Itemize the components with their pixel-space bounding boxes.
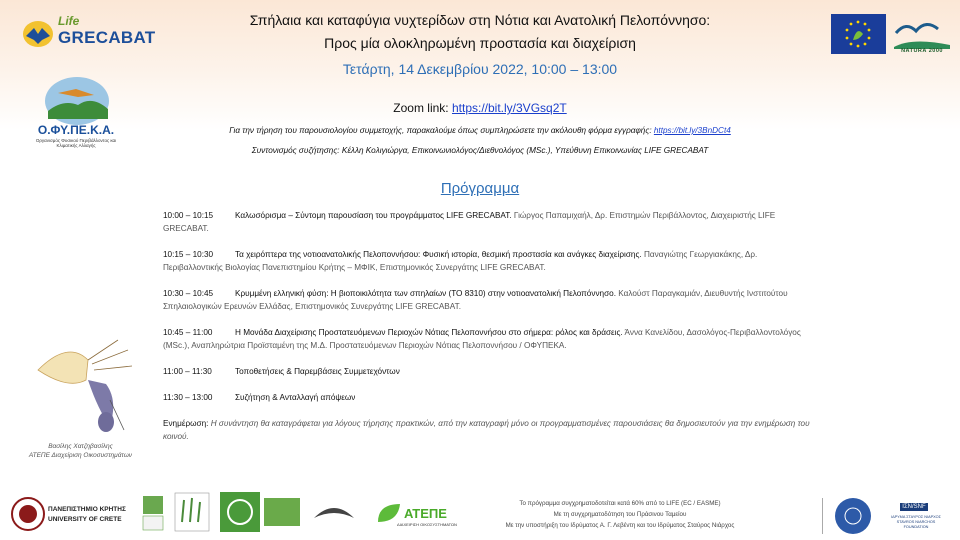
caption-line1: Βασίλης Χατζηβασίλης <box>48 443 113 450</box>
coordination-label: Συντονισμός συζήτησης: <box>251 146 340 155</box>
event-date: Τετάρτη, 14 Δεκεμβρίου 2022, 10:00 – 13:00 <box>342 61 618 77</box>
speleological-institute-logo <box>308 494 360 534</box>
agenda-speaker: Παναγιώτης Γεωργιακάκης, Δρ. Περιβαλλοντικής Βιολογίας Πανεπιστημίου Κρήτης – ΜΦΙΚ, Επιστημονικός Συνεργάτης LIFE GRECABAT. <box>163 250 758 272</box>
nhm-crete-logo <box>140 494 166 534</box>
snf-logo: IΣN/SNF <box>900 503 928 511</box>
agenda-item <box>163 287 815 313</box>
natura-2000-text: NATURA 2000 <box>901 48 943 54</box>
agenda-title: Συζήτηση & Ανταλλαγή απόψεων <box>235 393 356 402</box>
registration-line <box>160 126 800 135</box>
agenda-time: 11:30 – 13:00 <box>163 393 213 402</box>
agenda-item <box>163 365 815 378</box>
uoc-english: UNIVERSITY OF CRETE <box>48 516 122 523</box>
zoom-label: Zoom link: <box>393 101 452 115</box>
agenda <box>163 209 815 443</box>
funding-line3: Με την υποστήριξη του Ιδρύματος Α. Γ. Λεβέντη και του Ιδρύματος Σταύρος Νιάρχος <box>505 522 735 529</box>
funding-line1: Το πρόγραμμα συγχρηματοδοτείται κατά 60% από το LIFE (EC / EASME) <box>519 500 721 507</box>
program-title: Πρόγραμμα <box>440 180 520 197</box>
green-fund-logo <box>174 492 210 532</box>
page-title-line1: Σπήλαια και καταφύγια νυχτερίδων στη Νότια και Ανατολική Πελοπόννησο: <box>249 12 711 28</box>
funding-text <box>470 498 770 531</box>
footer-divider <box>822 498 823 534</box>
logo-grecabat-text: GRECABAT <box>58 28 156 47</box>
leventis-foundation-logo <box>833 496 873 536</box>
agenda-speaker: Γιώργος Παπαμιχαήλ, Δρ. Επιστημών Περιβάλλοντος, Διαχειριστής LIFE GRECABAT. <box>163 211 776 233</box>
agenda-time: 10:00 – 10:15 <box>163 211 214 220</box>
agenda-item <box>163 326 815 352</box>
agenda-title: Η Μονάδα Διαχείρισης Προστατευόμενων Περιοχών Νότιας Πελοποννήσου στο σήμερα: ρόλος και δράσεις. <box>235 328 623 337</box>
registration-link[interactable]: https://bit.ly/3BnDCt4 <box>653 126 731 135</box>
note-text: Η συνάντηση θα καταγράφεται για λόγους τήρησης πρακτικών, από την καταγραφή μόνο οι προγραμματισμένες παρουσιάσεις θα δημοσιευτούν για την ενημέρωση του κοινού. <box>163 419 810 441</box>
snf-subtitle: ΙΔΡΥΜΑ ΣΤΑΥΡΟΣ ΝΙΑΡΧΟΣ STAVROS NIARCHOS FOUNDATION <box>891 515 941 529</box>
eu-life-logo <box>831 14 886 54</box>
ofypeka-name: Ο.ΦΥ.ΠΕ.Κ.Α. <box>37 123 115 137</box>
agenda-item <box>163 209 815 235</box>
coordination-text: Κέλλη Κολιγιώργα, Επικοινωνιολόγος/Διεθνολόγος (MSc.), Υπεύθυνη Επικοινωνίας LIFE GRECABAT <box>339 146 709 155</box>
logo-life-text: Life <box>58 14 80 28</box>
agenda-time: 11:00 – 11:30 <box>163 367 212 376</box>
university-of-crete-seal <box>10 496 46 532</box>
uoc-greek: ΠΑΝΕΠΙΣΤΗΜΙΟ ΚΡΗΤΗΣ <box>48 506 126 513</box>
ministry-environment-logo <box>220 492 302 532</box>
illustration-caption <box>18 442 143 460</box>
caption-line2: ΑΤΕΠΕ Διαχείριση Οικοσυστημάτων <box>28 452 133 459</box>
agenda-title: Καλωσόρισμα – Σύντομη παρουσίαση του προγράμματος LIFE GRECABAT. <box>235 211 512 220</box>
funding-line2: Με τη συγχρηματοδότηση του Πράσινου Ταμείου <box>553 511 687 518</box>
agenda-title: Τοποθετήσεις & Παρεμβάσεις Συμμετεχόντων <box>235 367 400 376</box>
registration-text: Για την τήρηση του παρουσιολογίου συμμετοχής, παρακαλούμε όπως συμπληρώσετε την ακόλουθη φόρμα εγγραφής: <box>229 126 654 135</box>
agenda-time: 10:15 – 10:30 <box>163 250 214 259</box>
zoom-line <box>180 101 780 115</box>
recording-note <box>163 417 815 443</box>
agenda-item <box>163 248 815 274</box>
bat-illustration <box>28 330 148 440</box>
agenda-speaker: Καλούστ Παραγκαμιάν, Διευθυντής Ινστιτούτου Σπηλαιολογικών Ερευνών Ελλάδας, Επιστημονικός Συνεργάτης LIFE GRECABAT. <box>163 289 788 311</box>
agenda-speaker: Άννα Κανελίδου, Δασολόγος-Περιβαλλοντολόγος (MSc.), Αναπληρώτρια Προϊσταμένη της Μ.Δ. Προστατευόμενων Περιοχών Νότιας Πελοποννήσου / ΟΦΥΠΕΚΑ. <box>163 328 801 350</box>
agenda-title: Κρυμμένη ελληνική φύση: Η βιοποικιλότητα των σπηλαίων (ΤΟ 8310) στην νοτιοανατολική Πελοπόννησο. <box>235 289 616 298</box>
ofypeka-subtitle: Οργανισμός Φυσικού Περιβάλλοντος και Κλιματικής Αλλαγής <box>35 138 117 148</box>
agenda-time: 10:30 – 10:45 <box>163 289 214 298</box>
agenda-item <box>163 391 815 404</box>
coordination-line <box>160 146 800 155</box>
note-label: Ενημέρωση: <box>163 419 209 428</box>
page-title-line2: Προς μία ολοκληρωμένη προστασία και διαχείριση <box>324 35 636 51</box>
atepe-subtitle: ΔΙΑΧΕΙΡΙΣΗ ΟΙΚΟΣΥΣΤΗΜΑΤΩΝ <box>397 522 457 527</box>
zoom-link[interactable]: https://bit.ly/3VGsq2T <box>451 101 567 115</box>
atepe-text: ΑΤΕΠΕ <box>404 506 447 521</box>
agenda-time: 10:45 – 11:00 <box>163 328 213 337</box>
agenda-title: Τα χειρόπτερα της νοτιοανατολικής Πελοποννήσου: Φυσική ιστορία, θεσμική προστασία και ανάγκες διαχείρισης. <box>235 250 642 259</box>
